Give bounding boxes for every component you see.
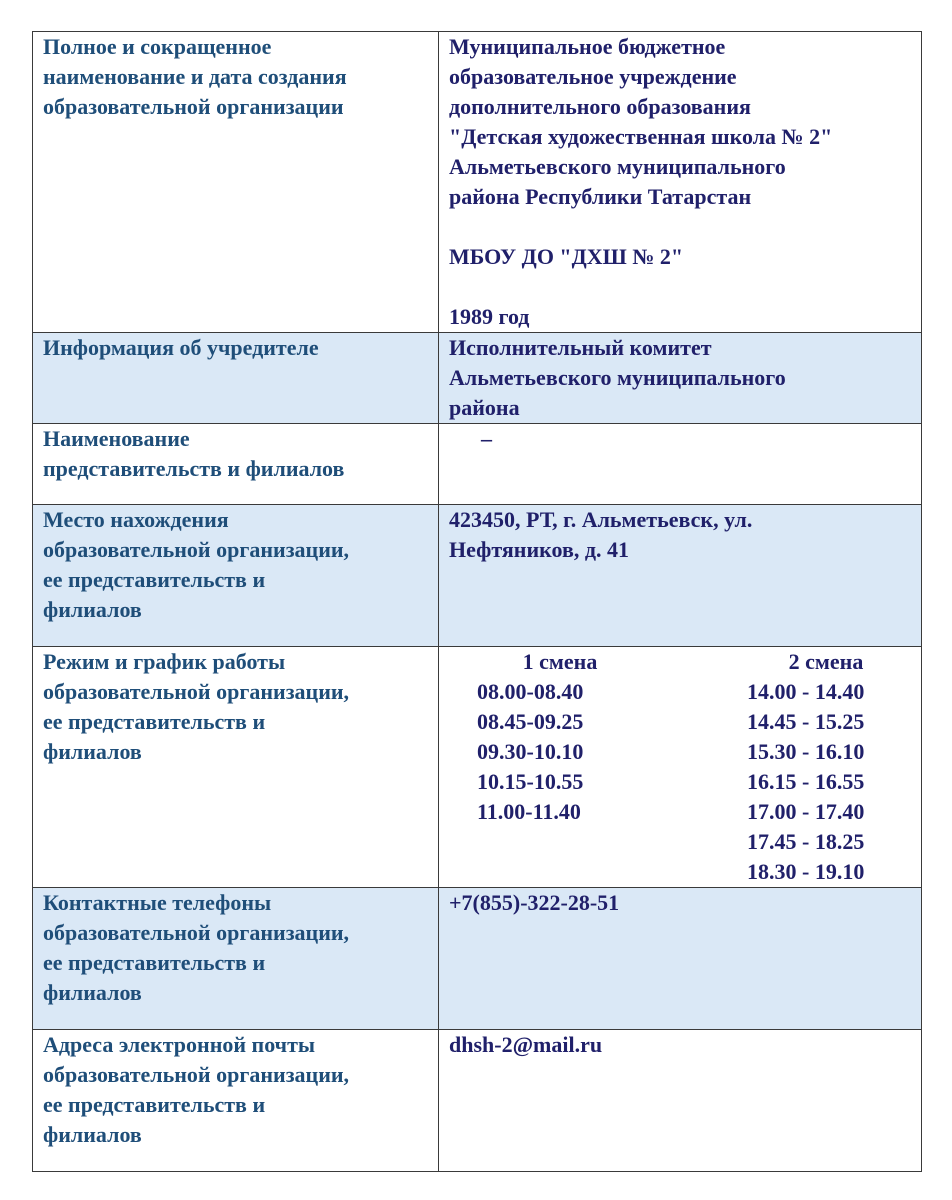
founded-year: 1989 год [449, 304, 530, 329]
full-name-line: Альметьевского муниципального [449, 154, 786, 179]
shift-1-time: 08.45-09.25 [477, 709, 584, 734]
shift-1-time: 08.00-08.40 [477, 679, 584, 704]
organization-info-table [32, 31, 922, 1172]
address-line: Нефтяников, д. 41 [449, 537, 629, 562]
table-row-name [33, 32, 922, 333]
row-label-email: Адреса электронной почты образовательной организации, ее представительств и филиалов [33, 1030, 439, 1172]
table-row-schedule [33, 647, 922, 888]
row-label-founder: Информация об учредителе [33, 333, 439, 424]
table-row-email [33, 1030, 922, 1172]
shift-2-time: 14.00 - 14.40 [747, 679, 865, 704]
row-label-name: Полное и сокращенное наименование и дата создания образовательной организации [33, 32, 439, 333]
full-name-line: дополнительного образования [449, 94, 751, 119]
shift-1-time: 10.15-10.55 [477, 769, 584, 794]
shift-2-title: 2 смена [788, 649, 864, 674]
shift-2-time: 18.30 - 19.10 [747, 859, 865, 884]
shift-1-time: 09.30-10.10 [477, 739, 584, 764]
row-value-name [439, 32, 922, 333]
row-label-phones: Контактные телефоны образовательной организации, ее представительств и филиалов [33, 888, 439, 1030]
phone-number: +7(855)-322-28-51 [449, 890, 620, 915]
shift-2-time: 17.00 - 17.40 [747, 799, 865, 824]
row-value-founder: Исполнительный комитет Альметьевского муниципального района [439, 333, 922, 424]
table-row-founder [33, 333, 922, 424]
shift-1-column [449, 647, 747, 887]
short-name: МБОУ ДО "ДХШ № 2" [449, 244, 684, 269]
row-label-branches: Наименование представительств и филиалов [33, 424, 439, 505]
shift-2-time: 14.45 - 15.25 [747, 709, 865, 734]
shift-1-title: 1 смена [522, 649, 598, 674]
shift-schedule [449, 647, 911, 887]
shift-2-time: 16.15 - 16.55 [747, 769, 865, 794]
full-name-line: района Республики Татарстан [449, 184, 752, 209]
table-row-phones [33, 888, 922, 1030]
row-value-phones [439, 888, 922, 1030]
full-name-line: Муниципальное бюджетное [449, 34, 726, 59]
shift-2-time: 17.45 - 18.25 [747, 829, 865, 854]
row-label-schedule: Режим и график работы образовательной организации, ее представительств и филиалов [33, 647, 439, 888]
shift-2-time: 15.30 - 16.10 [747, 739, 865, 764]
address-line: 423450, РТ, г. Альметьевск, ул. [449, 507, 753, 532]
row-label-location: Место нахождения образовательной организации, ее представительств и филиалов [33, 505, 439, 647]
email-address: dhsh-2@mail.ru [449, 1032, 603, 1057]
row-value-email [439, 1030, 922, 1172]
table-row-branches [33, 424, 922, 505]
row-value-branches [439, 424, 922, 505]
shift-2-column [747, 647, 881, 887]
row-value-schedule [439, 647, 922, 888]
row-value-location [439, 505, 922, 647]
full-name-line: "Детская художественная школа № 2" [449, 124, 833, 149]
full-name-line: образовательное учреждение [449, 64, 737, 89]
shift-1-time: 11.00-11.40 [477, 799, 581, 824]
empty-value-dash: – [481, 426, 492, 451]
table-row-location [33, 505, 922, 647]
